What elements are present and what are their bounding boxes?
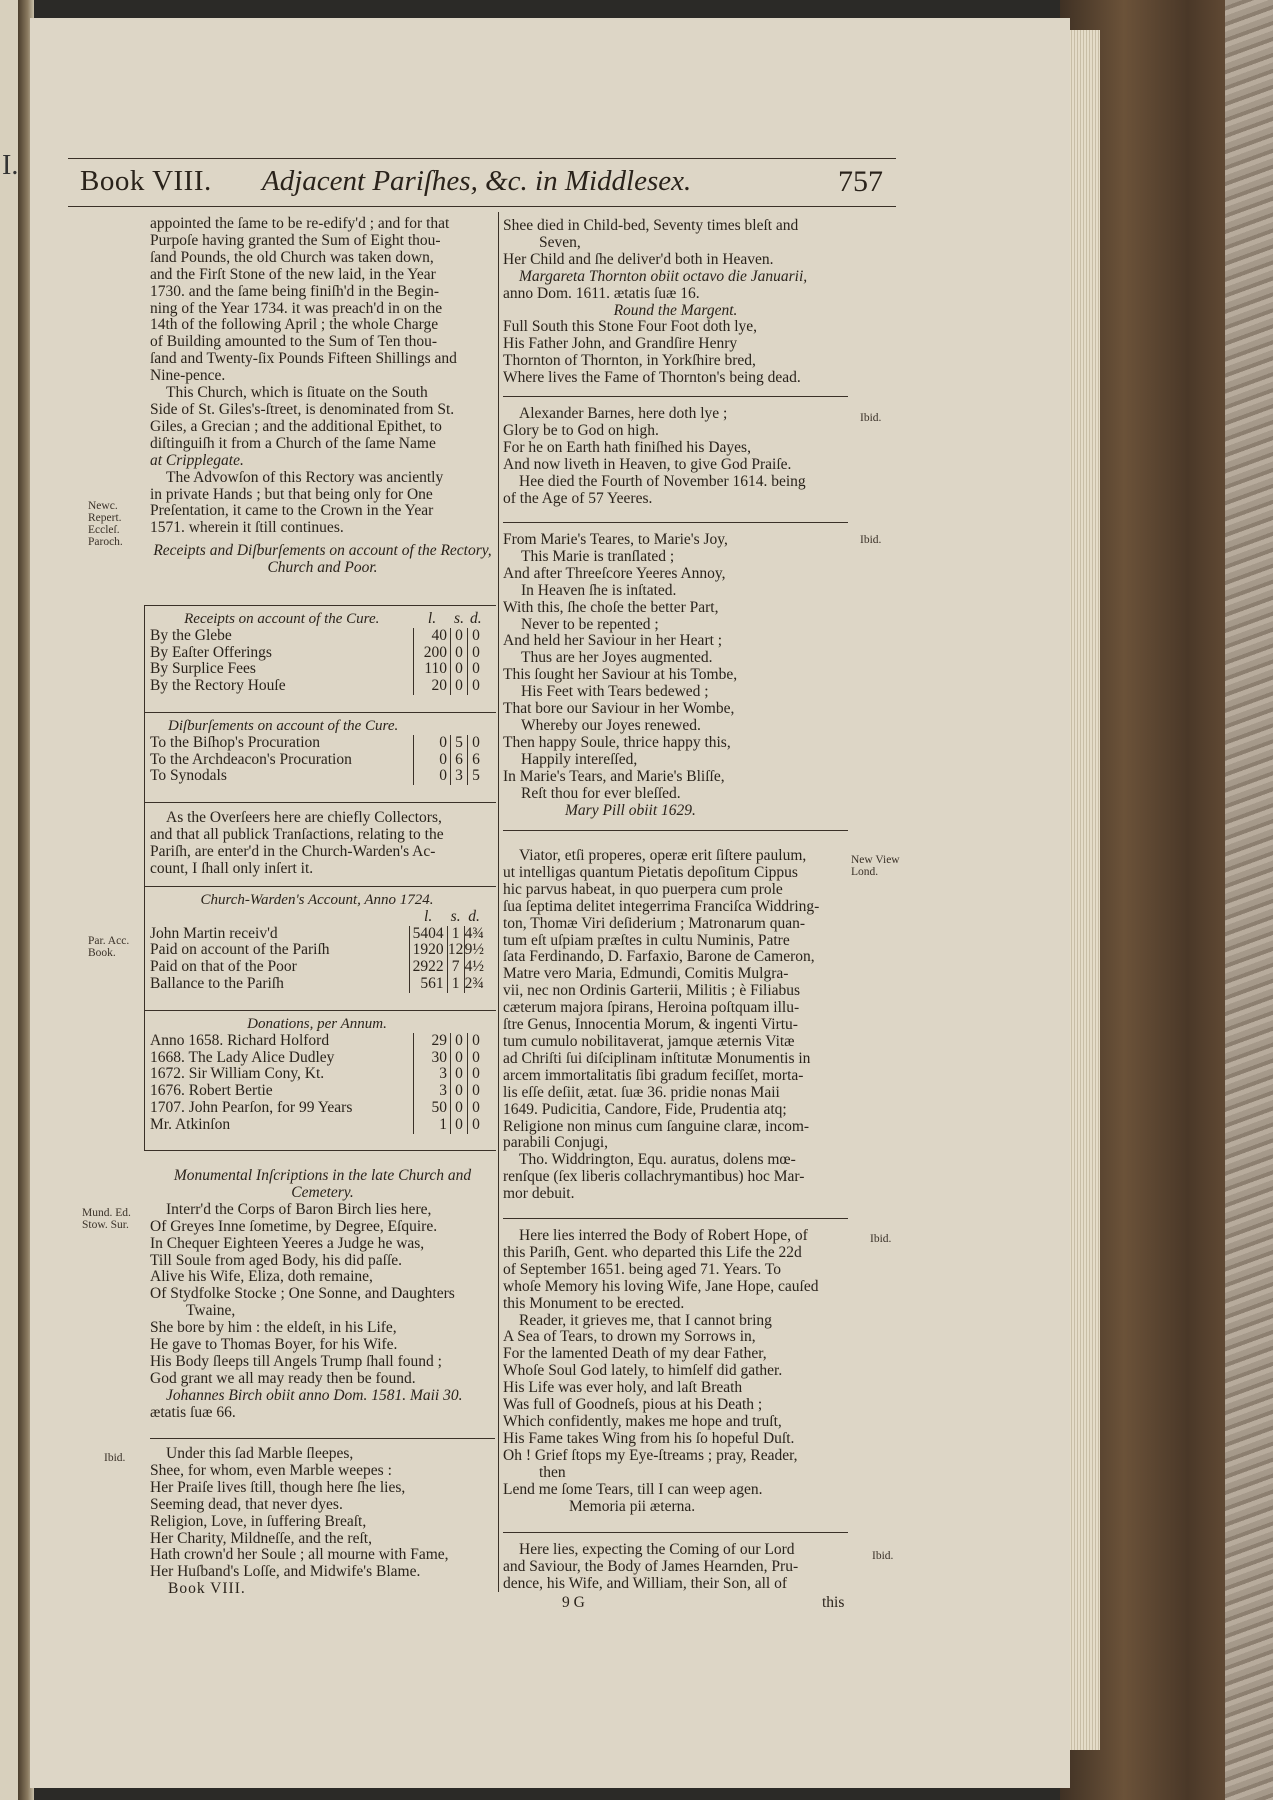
catchword-left: Book VIII. bbox=[168, 1580, 246, 1598]
verse-line: That bore our Saviour in her Wombe, bbox=[503, 700, 735, 718]
verse-line: Her Huſband's Loſſe, and Midwife's Blame. bbox=[150, 1563, 421, 1581]
disbursements-title: Diſburſements on account of the Cure. bbox=[168, 718, 399, 734]
verse-line: In Marie's Tears, and Marie's Bliſſe, bbox=[503, 767, 725, 785]
table-row: To Synodals 0 3 5 bbox=[150, 768, 484, 785]
verse-line: With this, ſhe choſe the better Part, bbox=[503, 598, 719, 616]
table-row: 1676. Robert Bertie 3 0 0 bbox=[150, 1083, 484, 1100]
verse-line: God grant we all may ready then be found. bbox=[150, 1369, 416, 1387]
verse-line: This ſought her Saviour at his Tombe, bbox=[503, 666, 738, 684]
text-line: count, I ſhall only inſert it. bbox=[150, 859, 314, 877]
verse-line: In Chequer Eighteen Yeeres a Judge he was, bbox=[150, 1234, 425, 1252]
col-head-l: l. bbox=[427, 610, 437, 627]
verse-line: Twaine, bbox=[186, 1302, 236, 1320]
verse-line: Interr'd the Corps of Baron Birch lies here, bbox=[166, 1200, 432, 1218]
verse-line: Her Child and ſhe deliver'd both in Heaven. bbox=[503, 250, 774, 268]
text-line: renſque (ſex liberis collachrymantibus) hoc Mar- bbox=[503, 1168, 805, 1186]
verse-line: His Life was ever holy, and laſt Breath bbox=[503, 1379, 743, 1397]
verse-line: Religion, Love, in ſuffering Breaſt, bbox=[150, 1512, 367, 1530]
verse-line: He gave to Thomas Boyer, for his Wife. bbox=[150, 1336, 398, 1354]
table-row: 1672. Sir William Cony, Kt. 3 0 0 bbox=[150, 1066, 484, 1083]
verse-line: Whoſe Soul God lately, to himſelf did gather. bbox=[503, 1362, 783, 1380]
verse-line: His Feet with Tears bedewed ; bbox=[521, 683, 709, 701]
text-line: As the Overſeers here are chiefly Collectors, bbox=[166, 809, 442, 826]
hearnden-epitaph bbox=[503, 1542, 848, 1593]
text-line: ton, Thomæ Viri deſiderium ; Matronarum quan- bbox=[503, 914, 805, 932]
margin-note-par-acc: Par. Acc. Book. bbox=[88, 935, 130, 959]
monuments-section bbox=[150, 1168, 495, 1422]
barnes-epitaph bbox=[503, 406, 848, 507]
text-line: Religione non minus cum ſanguine claræ, incom- bbox=[503, 1117, 810, 1135]
text-line: Pariſh, are enter'd in the Church-Warden's Ac- bbox=[150, 842, 436, 860]
margin-note-newc: Newc. Repert. Eccleſ. Paroch. bbox=[88, 500, 123, 548]
verse-line: Margareta Thornton obiit octavo die Januarii, bbox=[519, 267, 808, 285]
text-line: Preſentation, it came to the Crown in the Year bbox=[150, 502, 434, 520]
col-head-d: d. bbox=[469, 610, 482, 627]
text-line: lis eſſe deſiit, ætat. ſuæ 36. pridie nonas Maii bbox=[503, 1083, 780, 1101]
text-line: and that all publick Tranſactions, relating to the bbox=[150, 825, 444, 843]
verse-line: Round the Margent. bbox=[613, 301, 738, 319]
text-line: ſtre Genus, Innocentia Morum, & ingenti Virtu- bbox=[503, 1016, 798, 1034]
warden-table: Church-Warden's Account, Anno 1724. l. s. d. John Martin receiv'd 5404 1 4¾ Paid on account of the Pariſh 1920 12 9½ Paid on that of the Poor 2922 7 4½ Ballance to the Pariſh 561 1 2¾ bbox=[150, 892, 484, 992]
text-line: Viator, etſi properes, operæ erit ſiſtere paulum, bbox=[519, 847, 807, 864]
verse-line: For the lamented Death of my dear Father, bbox=[503, 1345, 767, 1363]
verse-line: Was full of Goodneſs, pious at his Death ; bbox=[503, 1396, 763, 1414]
verse-line: Full South this Stone Four Foot doth lye, bbox=[503, 318, 758, 336]
text-line: vii, nec non Ordinis Garterii, Militis ; è Filiabus bbox=[503, 982, 801, 1000]
box-rule bbox=[144, 712, 496, 713]
text-line: tum eſt uſpiam præſtes in cultu Numinis, Patre bbox=[503, 931, 790, 949]
verse-line: Reſt thou for ever bleſſed. bbox=[521, 784, 681, 802]
text-line: arcem immortalitatis ſibi gradum feciſſet, morta- bbox=[503, 1066, 804, 1084]
text-line: tum cumulo nobilitaverat, jamque æternis Vitæ bbox=[503, 1032, 795, 1050]
section-rule bbox=[503, 522, 848, 523]
facing-page-mark: I. bbox=[2, 150, 19, 181]
table-row: Mr. Atkinſon 1 0 0 bbox=[150, 1117, 484, 1134]
text-line: ſand Pounds, the old Church was taken down, bbox=[150, 248, 434, 266]
text-line: this Pariſh, Gent. who departed this Life the 22d bbox=[503, 1243, 802, 1261]
verse-line: Thus are her Joyes augmented. bbox=[521, 649, 713, 667]
verse-line: Thornton of Thornton, in Yorkſhire bred, bbox=[503, 352, 756, 370]
verse-line: Reader, it grieves me, that I cannot bring bbox=[519, 1311, 772, 1329]
verse-line: Which confidently, makes me hope and truſt, bbox=[503, 1412, 782, 1430]
text-line: whoſe Memory his loving Wife, Jane Hope, cauſed bbox=[503, 1277, 819, 1295]
monuments-heading-2: Cemetery. bbox=[291, 1183, 354, 1201]
table-row: Ballance to the Pariſh 561 1 2¾ bbox=[150, 974, 484, 992]
section-rule bbox=[503, 396, 848, 397]
table-row: To the Archdeacon's Procuration 0 6 6 bbox=[150, 752, 484, 769]
signature-mark: 9 G bbox=[562, 1594, 585, 1611]
text-line: and Saviour, the Body of James Hearnden, Pru- bbox=[503, 1557, 799, 1575]
verse-line: Seeming dead, that never dyes. bbox=[150, 1495, 343, 1513]
verse-line: Alexander Barnes, here doth lye ; bbox=[519, 405, 728, 422]
text-line: mor debuit. bbox=[503, 1185, 575, 1203]
verse-line: She bore by him : the eldeſt, in his Life, bbox=[150, 1319, 397, 1337]
text-line: dence, his Wife, and William, their Son, all of bbox=[503, 1574, 788, 1592]
verse-line: Her Praiſe lives ſtill, though here ſhe lies, bbox=[150, 1478, 406, 1496]
text-line: in private Hands ; but that being only for One bbox=[150, 485, 433, 503]
table-row: 1707. John Pearſon, for 99 Years 50 0 0 bbox=[150, 1100, 484, 1117]
verse-line: Memoria pii æterna. bbox=[569, 1497, 696, 1515]
receipts-heading-2: Church and Poor. bbox=[267, 559, 378, 577]
column-divider bbox=[498, 212, 499, 1592]
receipts-heading: Receipts and Diſburſements on account of the Rectory, bbox=[153, 542, 492, 560]
text-line: Here lies, expecting the Coming of our Lord bbox=[519, 1541, 795, 1558]
text-line: The Advowſon of this Rectory was anciently bbox=[166, 468, 444, 486]
section-rule bbox=[150, 1438, 495, 1439]
verse-line: His Body ſleeps till Angels Trump ſhall found ; bbox=[150, 1352, 442, 1370]
viator-inscription bbox=[503, 848, 848, 1203]
verse-line: Where lives the Fame of Thornton's being dead. bbox=[503, 369, 801, 387]
box-top-rule bbox=[144, 605, 496, 606]
header-top-rule bbox=[68, 158, 896, 159]
verse-line: A Sea of Tears, to drown my Sorrows in, bbox=[503, 1328, 756, 1346]
verse-line: This Marie is tranſlated ; bbox=[521, 547, 675, 565]
left-column bbox=[150, 216, 495, 577]
verse-line: For he on Earth hath finiſhed his Dayes, bbox=[503, 438, 751, 456]
verse-line: And held her Saviour in her Heart ; bbox=[503, 632, 723, 650]
header-bottom-rule bbox=[68, 206, 896, 207]
verse-line: Hee died the Fourth of November 1614. being bbox=[519, 472, 806, 490]
monuments-heading: Monumental Inſcriptions in the late Church and bbox=[173, 1167, 472, 1184]
text-line: ad Chriſti ſui diſciplinam inſtitutæ Monumentis in bbox=[503, 1049, 811, 1067]
verse-line: In Heaven ſhe is inſtated. bbox=[521, 581, 677, 599]
overseers-note bbox=[150, 810, 488, 878]
text-line: hic parvus habeat, in quo puerpera cum prole bbox=[503, 880, 783, 898]
verse-line: Hath crown'd her Soule ; all mourne with Fame, bbox=[150, 1546, 449, 1564]
text-line: ut intelligas quantum Pietatis depoſitum Cippus bbox=[503, 863, 798, 881]
text-line: parabili Conjugi, bbox=[503, 1134, 609, 1152]
text-line: of Building amounted to the Sum of Ten thou- bbox=[150, 333, 438, 351]
receipts-table bbox=[150, 611, 484, 695]
text-line: at Cripplegate. bbox=[150, 451, 244, 469]
running-head-book: Book VIII. bbox=[80, 165, 212, 197]
verse-line: And now liveth in Heaven, to give God Praiſe. bbox=[503, 455, 792, 473]
table-row: By Eaſter Offerings 200 0 0 bbox=[150, 645, 484, 662]
verse-line: Till Soule from aged Body, his did paſſe. bbox=[150, 1251, 403, 1269]
col-head-s: s. bbox=[454, 610, 464, 627]
donations-table bbox=[150, 1016, 484, 1134]
catchword-right: this bbox=[822, 1594, 845, 1611]
verse-line: From Marie's Teares, to Marie's Joy, bbox=[503, 531, 728, 548]
disbursements-table bbox=[150, 718, 484, 785]
margin-note-mund: Mund. Ed. Stow. Sur. bbox=[82, 1207, 131, 1231]
verse-line: Shee, for whom, even Marble weepes : bbox=[150, 1461, 392, 1479]
text-line: 1649. Pudicitia, Candore, Fide, Prudentia atq; bbox=[503, 1100, 787, 1118]
table-row: 1668. The Lady Alice Dudley 30 0 0 bbox=[150, 1050, 484, 1067]
verse-line: Johannes Birch obiit anno Dom. 1581. Maii 30. bbox=[166, 1386, 463, 1404]
margin-note-ibid-left: Ibid. bbox=[104, 1452, 126, 1464]
margin-note-ibid-2: Ibid. bbox=[860, 534, 882, 546]
marbled-endpaper bbox=[1225, 0, 1273, 1800]
text-line: 1730. and the ſame being finiſh'd in the Begin- bbox=[150, 282, 440, 300]
text-line: Here lies interred the Body of Robert Hope, of bbox=[519, 1227, 808, 1244]
text-line: Side of St. Giles's-ſtreet, is denominated from St. bbox=[150, 400, 455, 418]
verse-line: ætatis ſuæ 66. bbox=[150, 1403, 236, 1421]
text-line: Matre vero Maria, Edmundi, Comitis Mulgra- bbox=[503, 965, 789, 983]
box-rule bbox=[144, 1010, 496, 1011]
margin-note-ibid-3: Ibid. bbox=[870, 1233, 892, 1245]
verse-line: Of Greyes Inne ſometime, by Degree, Eſquire. bbox=[150, 1217, 438, 1235]
text-line: ſand and Twenty-ſix Pounds Fifteen Shillings and bbox=[150, 350, 457, 368]
text-line: 14th of the following April ; the whole Charge bbox=[150, 316, 439, 334]
text-line: this Monument to be erected. bbox=[503, 1294, 685, 1312]
text-line: Giles, a Grecian ; and the additional Epithet, to bbox=[150, 417, 442, 435]
text-line: 1571. wherein it ſtill continues. bbox=[150, 519, 344, 537]
verse-line: anno Dom. 1611. ætatis ſuæ 16. bbox=[503, 284, 700, 302]
text-line: and the Firſt Stone of the new laid, in the Year bbox=[150, 265, 436, 283]
table-row: By the Rectory Houſe 20 0 0 bbox=[150, 678, 484, 695]
table-row: Paid on account of the Pariſh 1920 12 9½ bbox=[150, 941, 484, 959]
table-row: John Martin receiv'd 5404 1 4¾ bbox=[150, 924, 484, 942]
marie-epitaph bbox=[503, 532, 848, 819]
verse-line: Happily intereſſed, bbox=[521, 750, 638, 768]
verse-line: Her Charity, Mildneſſe, and the reſt, bbox=[150, 1529, 372, 1547]
text-line: Tho. Widdrington, Equ. auratus, dolens mœ- bbox=[519, 1151, 796, 1169]
marble-epitaph bbox=[150, 1446, 495, 1598]
text-line: cæterum majora ſpirans, Heroina poſtquam illu- bbox=[503, 999, 800, 1017]
box-rule bbox=[144, 886, 496, 887]
verse-line: His Fame takes Wing from his ſo hopeful Duſt. bbox=[503, 1429, 795, 1447]
text-line: ſata Ferdinando, D. Farfaxio, Barone de Cameron, bbox=[503, 948, 815, 966]
text-line: ſua ſeptima delitet integerrima Franciſca Widdring- bbox=[503, 897, 820, 915]
text-line: Nine-pence. bbox=[150, 367, 226, 385]
section-rule bbox=[503, 830, 848, 831]
verse-line: Seven, bbox=[539, 233, 581, 251]
section-rule bbox=[503, 1532, 848, 1533]
hope-epitaph bbox=[503, 1228, 848, 1515]
verse-line: then bbox=[539, 1463, 566, 1481]
verse-line: Glory be to God on high. bbox=[503, 421, 659, 439]
verse-line: Oh ! Grief ſtops my Eye-ſtreams ; pray, Reader, bbox=[503, 1446, 798, 1464]
text-line: Purpoſe having granted the Sum of Eight thou- bbox=[150, 231, 441, 249]
table-row: To the Biſhop's Procuration 0 5 0 bbox=[150, 735, 484, 752]
table-row: By the Glebe 40 0 0 bbox=[150, 628, 484, 645]
text-line: diſtinguiſh it from a Church of the ſame Name bbox=[150, 434, 436, 452]
verse-line: His Father John, and Grandſire Henry bbox=[503, 335, 738, 353]
verse-line: Never to be repented ; bbox=[521, 615, 659, 633]
verse-line: Whereby our Joyes renewed. bbox=[521, 716, 701, 734]
box-left-border bbox=[144, 605, 145, 1150]
receipts-title: Receipts on account of the Cure. bbox=[184, 611, 380, 627]
donations-title: Donations, per Annum. bbox=[247, 1016, 387, 1032]
section-rule bbox=[503, 1218, 848, 1219]
verse-line: Mary Pill obiit 1629. bbox=[565, 801, 696, 819]
table-row: By Surplice Fees 110 0 0 bbox=[150, 661, 484, 678]
page-number: 757 bbox=[838, 165, 883, 198]
warden-title: Church-Warden's Account, Anno 1724. bbox=[200, 892, 434, 908]
verse-line: Under this ſad Marble ſleepes, bbox=[166, 1445, 354, 1462]
verse-line: And after Threeſcore Yeeres Annoy, bbox=[503, 564, 726, 582]
margin-note-new-view: New View Lond. bbox=[851, 854, 900, 878]
right-column bbox=[503, 218, 848, 387]
verse-line: Shee died in Child-bed, Seventy times bleſt and bbox=[503, 217, 799, 234]
verse-line: Of Stydfolke Stocke ; One Sonne, and Daughters bbox=[150, 1285, 455, 1303]
verse-line: of the Age of 57 Yeeres. bbox=[503, 489, 653, 507]
margin-note-ibid-1: Ibid. bbox=[860, 412, 882, 424]
box-bottom-rule bbox=[144, 1150, 496, 1151]
verse-line: Alive his Wife, Eliza, doth remaine, bbox=[150, 1268, 373, 1286]
box-rule bbox=[144, 802, 496, 803]
table-row: Paid on that of the Poor 2922 7 4½ bbox=[150, 958, 484, 976]
table-row: Anno 1658. Richard Holford 29 0 0 bbox=[150, 1033, 484, 1050]
running-head-title: Adjacent Pariſhes, &c. in Middlesex. bbox=[262, 165, 692, 197]
verse-line: Then happy Soule, thrice happy this, bbox=[503, 733, 731, 751]
text-line: This Church, which is ſituate on the South bbox=[166, 384, 428, 402]
text-line: appointed the ſame to be re-edify'd ; and for that bbox=[150, 215, 450, 232]
verse-line: Lend me ſome Tears, till I can weep agen. bbox=[503, 1480, 763, 1498]
text-line: of September 1651. being aged 71. Years. To bbox=[503, 1260, 782, 1278]
text-line: ning of the Year 1734. it was preach'd in on the bbox=[150, 299, 443, 317]
margin-note-ibid-4: Ibid. bbox=[872, 1550, 894, 1562]
